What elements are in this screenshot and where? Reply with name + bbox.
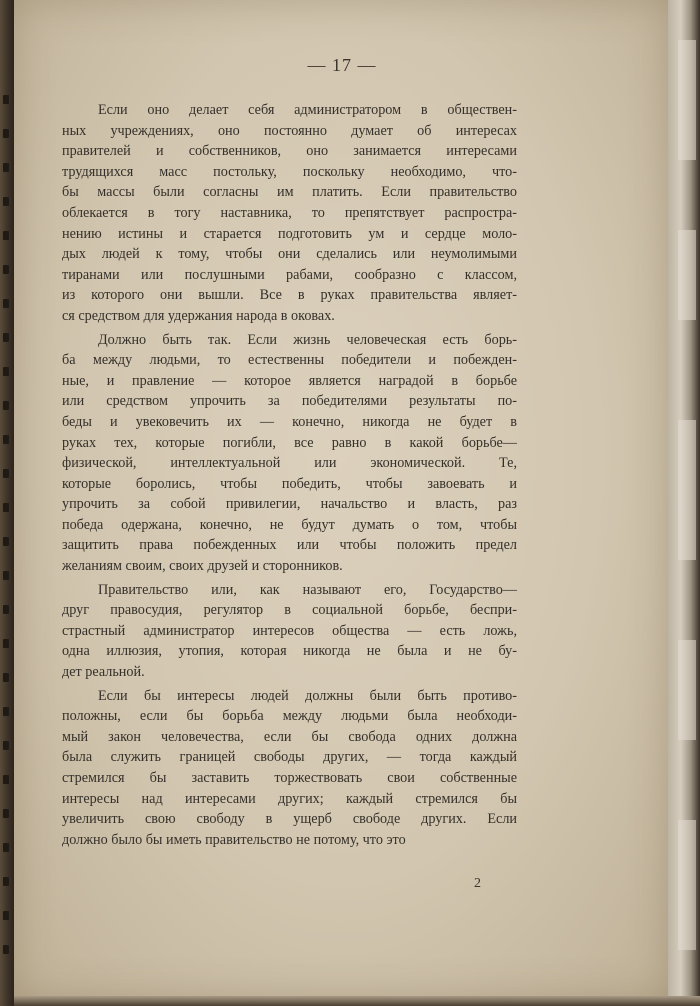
text-line: страстный администратор интересов общества — есть ложь, xyxy=(62,622,517,639)
text-line: защитить права побежденных или чтобы положить предел xyxy=(62,537,517,554)
binding-stitch xyxy=(3,877,9,886)
text-line: ных учреждениях, оно постоянно думает об интересах xyxy=(62,122,517,139)
page-edge-strip xyxy=(678,820,696,950)
binding-stitch xyxy=(3,605,9,614)
binding-stitch xyxy=(3,231,9,240)
binding-stitch xyxy=(3,911,9,920)
page-edge-strip xyxy=(678,40,696,160)
text-line: мый закон человечества, если бы свобода одних должна xyxy=(62,728,517,745)
text-line: из которого они вышли. Все в руках правительства являет- xyxy=(62,287,517,304)
text-line: физической, интеллектуальной или экономической. Те, xyxy=(62,455,517,472)
text-line: была служить границей свободы других, — тогда каждый xyxy=(62,749,517,766)
binding-stitch xyxy=(3,707,9,716)
text-line: правителей и собственников, оно занимается интересами xyxy=(62,143,517,160)
text-line: или средством упрочить за победителями результаты по- xyxy=(62,393,517,410)
binding-stitch xyxy=(3,571,9,580)
binding-stitch xyxy=(3,537,9,546)
binding-stitch xyxy=(3,129,9,138)
page-edge-strip xyxy=(678,230,696,320)
text-line: желаниям своим, своих друзей и сторонников. xyxy=(62,558,343,575)
binding-stitch xyxy=(3,945,9,954)
text-line: увеличить свою свободу в ущерб свободе других. Если xyxy=(62,811,517,828)
page-edge-strip xyxy=(678,420,696,560)
binding-stitch xyxy=(3,435,9,444)
binding-stitch xyxy=(3,367,9,376)
binding-stitch xyxy=(3,469,9,478)
signature-mark: 2 xyxy=(474,876,481,891)
binding-stitch xyxy=(3,673,9,682)
text-line: победа одержана, конечно, не будут думать о том, чтобы xyxy=(62,516,517,533)
book-page xyxy=(14,0,670,1000)
text-line: друг правосудия, регулятор в социальной борьбе, беспри- xyxy=(62,602,517,619)
binding-stitch xyxy=(3,163,9,172)
text-line: интересы над интересами других; каждый стремился бы xyxy=(62,790,517,807)
binding-stitch xyxy=(3,843,9,852)
text-line: должно было бы иметь правительство не потому, что это xyxy=(62,831,406,848)
text-line: упрочить за собой привилегии, начальство и власть, раз xyxy=(62,496,517,513)
text-line: трудящихся масс постольку, поскольку необходимо, что- xyxy=(62,163,517,180)
text-line: дет реальной. xyxy=(62,664,145,681)
text-line: нению истины и старается подготовить ум и сердце моло- xyxy=(62,225,517,242)
binding-stitch xyxy=(3,401,9,410)
binding-stitch xyxy=(3,741,9,750)
text-line: Если оно делает себя администратором в обществен- xyxy=(98,102,517,118)
text-line: беды и увековечить их — конечно, никогда не будет в xyxy=(62,413,517,430)
page-edge-strip xyxy=(678,640,696,740)
text-line: бы массы были согласны им платить. Если правительство xyxy=(62,184,517,201)
binding-stitch xyxy=(3,503,9,512)
binding-stitch xyxy=(3,639,9,648)
body-text xyxy=(62,100,517,850)
text-line: дых людей к тому, чтобы они сделались или неумолимыми xyxy=(62,246,517,263)
binding-stitch xyxy=(3,265,9,274)
book-binding xyxy=(0,0,14,1006)
text-line: Правительство или, как называют его, Государство— xyxy=(98,581,517,598)
text-line: ные, и правление — которое является наградой в борьбе xyxy=(62,372,517,389)
page-edge-curl xyxy=(668,0,700,1006)
text-line: положны, если бы борьба между людьми была необходи- xyxy=(62,708,517,725)
text-line: руках тех, которые погибли, все равно в какой борьбе— xyxy=(62,434,517,451)
binding-stitch xyxy=(3,809,9,818)
text-line: одна иллюзия, утопия, которая никогда не была и не бу- xyxy=(62,643,517,660)
text-line: ся средством для удержания народа в оковах. xyxy=(62,307,335,324)
binding-stitch xyxy=(3,299,9,308)
binding-stitch xyxy=(3,197,9,206)
binding-stitch xyxy=(3,333,9,342)
text-line: Должно быть так. Если жизнь человеческая есть борь- xyxy=(98,331,517,348)
page-number-header: — 17 — xyxy=(307,55,377,75)
text-line: тиранами или послушными рабами, сообразно с классом, xyxy=(62,266,517,283)
binding-stitch xyxy=(3,95,9,104)
text-line: Если бы интересы людей должны были быть противо- xyxy=(98,687,517,704)
page-bottom-edge xyxy=(14,996,700,1006)
text-line: облекается в тогу наставника, то препятствует распростра- xyxy=(62,204,517,221)
binding-stitch xyxy=(3,775,9,784)
text-line: стремился бы заставить торжествовать свои собственные xyxy=(62,770,517,786)
text-line: которые боролись, чтобы победить, чтобы завоевать и xyxy=(62,475,517,492)
text-line: ба между людьми, то естественны победители и побежден- xyxy=(62,352,517,369)
